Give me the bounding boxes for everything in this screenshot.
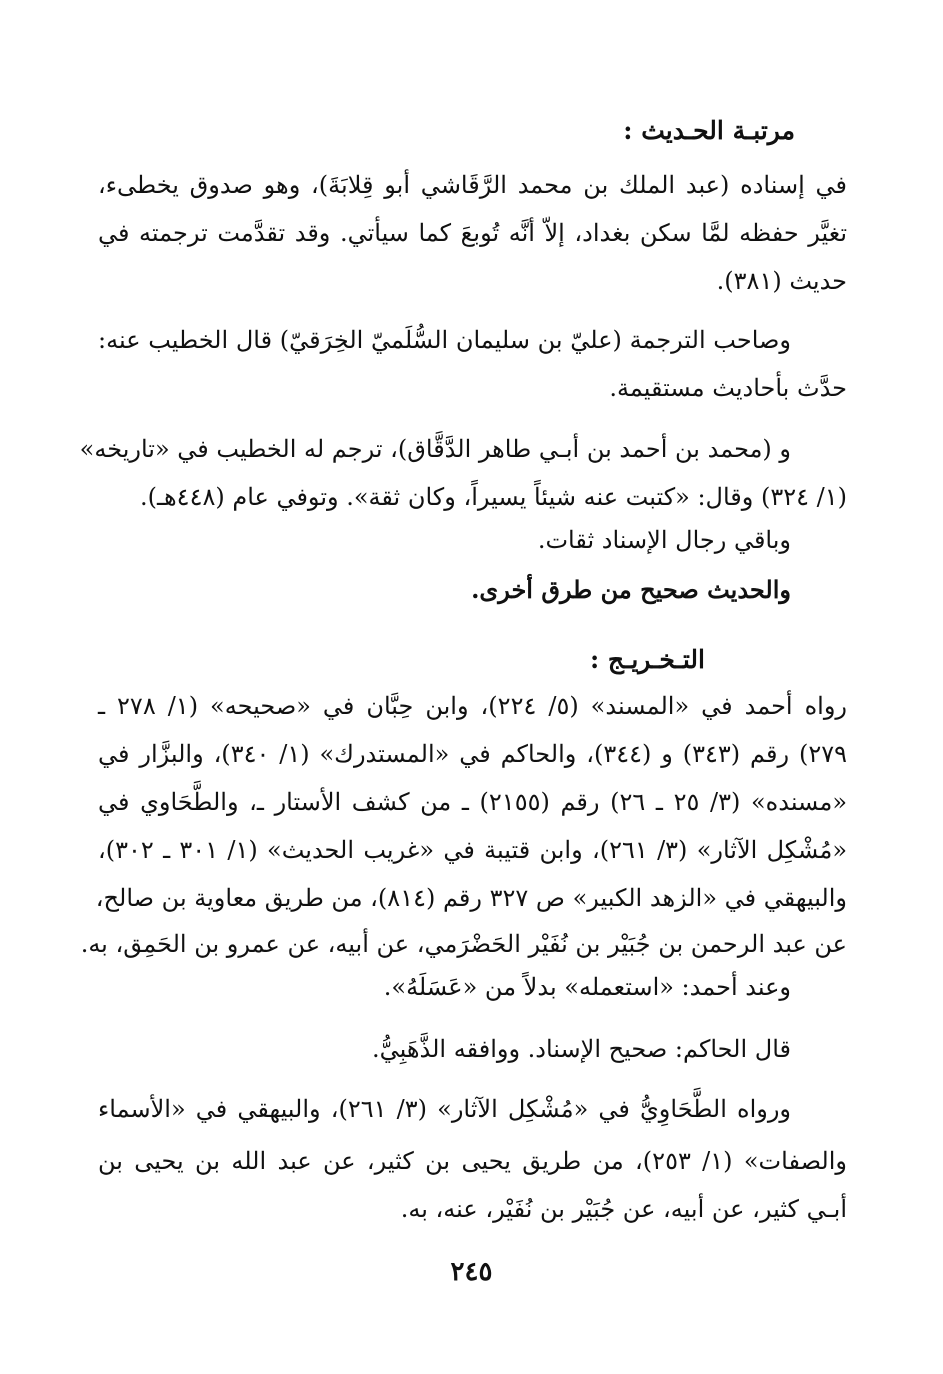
paragraph-line: وعند أحمد: «استعمله» بدلاً من «عَسَلَهُ». (383, 973, 791, 1001)
paragraph-line: ٢٧٩) رقم (٣٤٣) و (٣٤٤)، والحاكم في «المستدرك» (١/ ٣٤٠)، والبزَّار في (98, 740, 848, 768)
conclusion-line: والحديث صحيح من طرق أخرى. (471, 575, 791, 604)
paragraph-line: رواه أحمد في «المسند» (٥/ ٢٢٤)، وابن حِبَّان في «صحيحه» (١/ ٢٧٨ ـ (98, 692, 848, 720)
paragraph-line: أبـي كثير، عن أبيه، عن جُبَيْر بن نُفَيْر، عنه، به. (400, 1195, 847, 1223)
paragraph-line: تغيَّر حفظه لمَّا سكن بغداد، إلاّ أنَّه تُوبعَ كما سيأتي. وقد تقدَّمت ترجمته في (98, 219, 847, 247)
paragraph-line: عن عبد الرحمن بن جُبَيْر بن نُفَيْر الحَضْرَمي، عن أبيه، عن عمرو بن الحَمِق، به. (80, 930, 847, 958)
paragraph-line: حديث (٣٨١). (716, 267, 847, 295)
paragraph-line: «مُشْكِل الآثار» (٣/ ٢٦١)، وابن قتيبة في «غريب الحديث» (١/ ٣٠١ ـ ٣٠٢)، (98, 836, 848, 864)
paragraph-line: وباقي رجال الإسناد ثقات. (537, 526, 791, 554)
paragraph-line: قال الحاكم: صحيح الإسناد. ووافقه الذَّهَبِيُّ. (371, 1035, 791, 1063)
paragraph-line: في إسناده (عبد الملك بن محمد الرَّقَاشي أبو قِلابَةَ)، وهو صدوق يخطىء، (98, 171, 847, 199)
paragraph-line: و (محمد بن أحمد بن أبـي طاهر الدَّقَّاق)، ترجم له الخطيب في «تاريخه» (79, 435, 791, 463)
paragraph-line: «مسنده» (٣/ ٢٥ ـ ٢٦) رقم (٢١٥٥) ـ من كشف الأستار ـ، والطَّحَاوي في (98, 788, 848, 816)
section-heading-takhrij: التـخـريـج : (589, 645, 705, 674)
paragraph-line: والبيهقي في «الزهد الكبير» ص ٣٢٧ رقم (٨١٤)، من طريق معاوية بن صالح، (95, 884, 847, 912)
paragraph-line: ورواه الطَّحَاوِيُّ في «مُشْكِل الآثار» (٣/ ٢٦١)، والبيهقي في «الأسماء (98, 1095, 792, 1123)
paragraph-line: حدَّث بأحاديث مستقيمة. (609, 374, 847, 402)
paragraph-line: (١/ ٣٢٤) وقال: «كتبت عنه شيئاً يسيراً، وكان ثقة». وتوفي عام (٤٤٨هـ). (139, 483, 847, 511)
section-heading-hadith-rank: مرتبـة الحـديث : (623, 116, 795, 145)
paragraph-line: وصاحب الترجمة (عليّ بن سليمان السُّلَميّ الخِرَقيّ) قال الخطيب عنه: (98, 326, 791, 354)
paragraph-line: والصفات» (١/ ٢٥٣)، من طريق يحيى بن كثير، عن عبد الله بن يحيى بن (98, 1147, 847, 1175)
page-number: ٢٤٥ (450, 1257, 493, 1287)
